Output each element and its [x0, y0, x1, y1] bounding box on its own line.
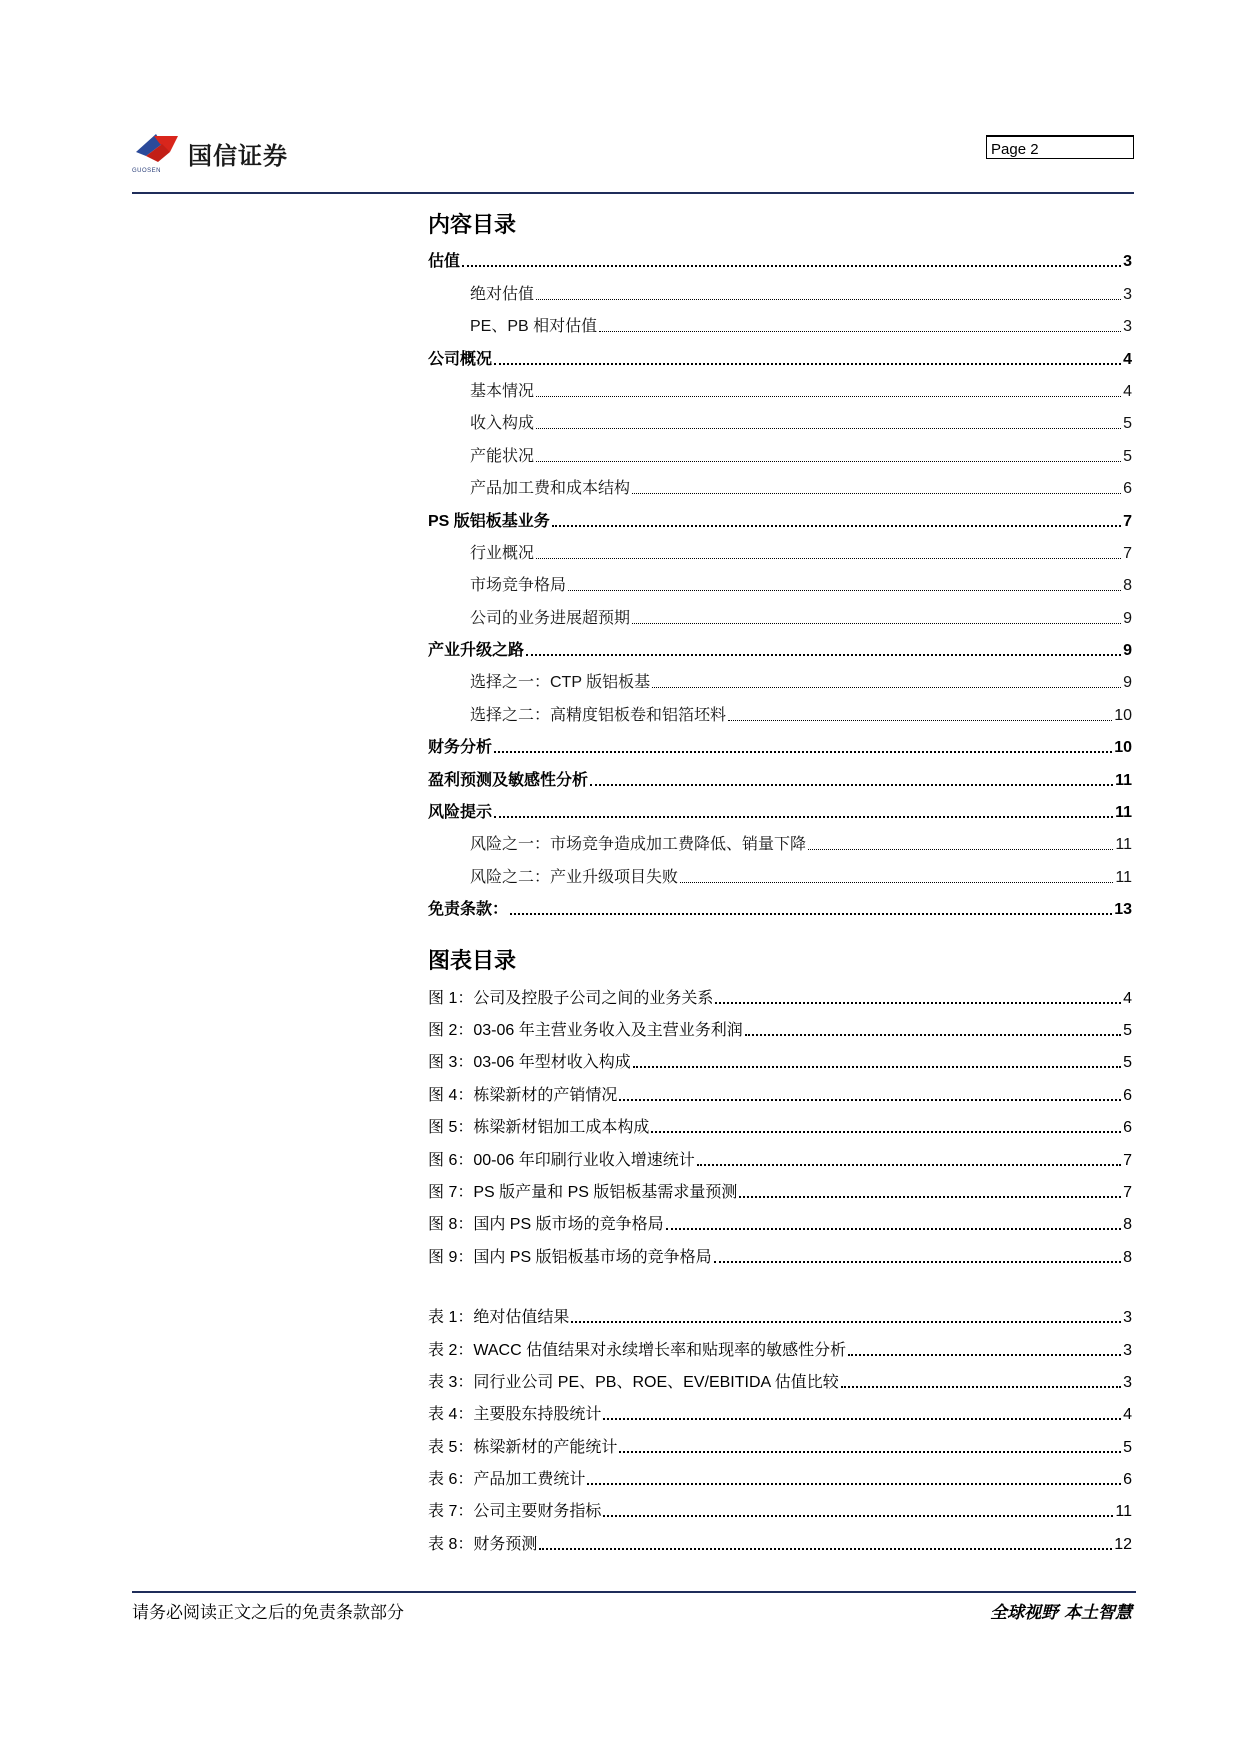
toc-entry-title: 产业升级之路: [428, 642, 525, 660]
toc-entry-title: 风险之二：产业升级项目失败: [470, 868, 679, 886]
toc-entry-page: 7: [1123, 512, 1132, 530]
figure-entry-title: 图 7：PS 版产量和 PS 版铝板基需求量预测: [428, 1183, 738, 1201]
dot-leader: [536, 396, 1121, 397]
brand-name: 国信证券: [188, 141, 288, 170]
toc-entry[interactable]: [428, 598, 1132, 630]
table-entry[interactable]: [428, 1524, 1132, 1556]
table-entry[interactable]: [428, 1363, 1132, 1395]
figure-entry-page: 8: [1123, 1216, 1132, 1234]
table-entry-title: 表 5：栋梁新材的产能统计: [428, 1438, 618, 1456]
toc-entry[interactable]: [428, 663, 1132, 695]
toc-entry[interactable]: [428, 274, 1132, 306]
table-entry[interactable]: [428, 1492, 1132, 1524]
dot-leader: [619, 1099, 1121, 1101]
figure-entry-page: 5: [1123, 1021, 1132, 1039]
figure-entry[interactable]: [428, 1108, 1132, 1140]
tables-list: [428, 1298, 1132, 1557]
company-logo: [132, 130, 332, 178]
toc-entry-title: 产能状况: [470, 447, 535, 465]
dot-leader: [619, 1451, 1121, 1453]
table-entry-title: 表 4：主要股东持股统计: [428, 1406, 602, 1424]
dot-leader: [666, 1228, 1122, 1230]
toc-entry[interactable]: [428, 372, 1132, 404]
toc-entry-title: 风险提示: [428, 804, 493, 822]
figure-entry[interactable]: [428, 1011, 1132, 1043]
figure-entry[interactable]: [428, 1205, 1132, 1237]
toc-entry[interactable]: [428, 728, 1132, 760]
dot-leader: [568, 590, 1121, 591]
table-entry-title: 表 3：同行业公司 PE、PB、ROE、EV/EBITIDA 估值比较: [428, 1373, 839, 1391]
dot-leader: [571, 1321, 1121, 1323]
dot-leader: [697, 1164, 1121, 1166]
page-number-box: [986, 135, 1134, 159]
toc-entry-page: 3: [1123, 318, 1132, 336]
dot-leader: [539, 1548, 1112, 1550]
toc-entry-title: 收入构成: [470, 415, 535, 433]
company-slogan: 全球视野 本土智慧: [990, 1603, 1132, 1623]
toc-entry-title: 产品加工费和成本结构: [470, 480, 631, 498]
dot-leader: [494, 816, 1113, 818]
figure-entry-page: 5: [1123, 1054, 1132, 1072]
table-of-contents: [428, 208, 1132, 1557]
disclaimer-notice: 请务必阅读正文之后的免责条款部分: [132, 1603, 404, 1623]
dot-leader: [536, 428, 1121, 429]
dot-leader: [536, 461, 1121, 462]
toc-entry-title: 选择之二：高精度铝板卷和铝箔坯料: [470, 706, 727, 724]
dot-leader: [494, 751, 1112, 753]
toc-entry[interactable]: [428, 436, 1132, 468]
figure-entry-title: 图 4：栋梁新材的产销情况: [428, 1086, 618, 1104]
figure-entry-title: 图 5：栋梁新材铝加工成本构成: [428, 1119, 650, 1137]
toc-entry-page: 4: [1123, 350, 1132, 368]
dot-leader: [848, 1354, 1121, 1356]
brand-sub: GUOSEN: [132, 168, 162, 174]
table-entry-page: 6: [1123, 1471, 1132, 1489]
toc-entry[interactable]: [428, 534, 1132, 566]
toc-entry-page: 9: [1123, 609, 1132, 627]
dot-leader: [652, 687, 1121, 688]
table-entry-page: 5: [1123, 1438, 1132, 1456]
dot-leader: [632, 623, 1121, 624]
dot-leader: [526, 654, 1121, 656]
toc-entry[interactable]: [428, 760, 1132, 792]
dot-leader: [728, 720, 1112, 721]
toc-entry[interactable]: [428, 857, 1132, 889]
dot-leader: [632, 493, 1121, 494]
figure-entry-page: 6: [1123, 1086, 1132, 1104]
toc-entry-page: 6: [1123, 480, 1132, 498]
figure-entry-page: 7: [1123, 1183, 1132, 1201]
figure-entry[interactable]: [428, 978, 1132, 1010]
dot-leader: [494, 363, 1121, 365]
toc-entry[interactable]: [428, 469, 1132, 501]
toc-entry-title: 免责条款：: [428, 901, 509, 919]
figure-entry-title: 图 1：公司及控股子公司之间的业务关系: [428, 989, 714, 1007]
toc-entry-title: 公司概况: [428, 350, 493, 368]
toc-entry-title: 财务分析: [428, 739, 493, 757]
toc-entry-page: 10: [1114, 739, 1132, 757]
toc-entry[interactable]: [428, 890, 1132, 922]
toc-entry-title: 市场竞争格局: [470, 577, 567, 595]
toc-entry[interactable]: [428, 307, 1132, 339]
table-entry[interactable]: [428, 1330, 1132, 1362]
dot-leader: [599, 331, 1121, 332]
toc-entry[interactable]: [428, 404, 1132, 436]
figure-entry-page: 8: [1123, 1248, 1132, 1266]
toc-entry[interactable]: [428, 501, 1132, 533]
list-spacer: [428, 1270, 1132, 1298]
dot-leader: [552, 525, 1121, 527]
toc-entry-page: 5: [1123, 447, 1132, 465]
table-entry-page: 4: [1123, 1406, 1132, 1424]
figure-entry-page: 4: [1123, 989, 1132, 1007]
dot-leader: [536, 558, 1121, 559]
header-divider: [132, 192, 1134, 194]
toc-entry-page: 3: [1123, 285, 1132, 303]
toc-entry-page: 5: [1123, 415, 1132, 433]
figures-list: [428, 978, 1132, 1270]
figure-entry[interactable]: [428, 1140, 1132, 1172]
toc-entry-page: 11: [1115, 804, 1132, 822]
toc-entry-title: 公司的业务进展超预期: [470, 609, 631, 627]
table-entry[interactable]: [428, 1427, 1132, 1459]
toc-entry-title: 行业概况: [470, 544, 535, 562]
table-entry-page: 3: [1123, 1341, 1132, 1359]
toc-entry-page: 4: [1123, 382, 1132, 400]
toc-entry-title: 选择之一：CTP 版铝板基: [470, 674, 651, 692]
toc-entry-page: 11: [1115, 868, 1132, 886]
toc-list: [428, 242, 1132, 922]
toc-entry-title: 估值: [428, 253, 461, 271]
figures-heading: 图表目录: [428, 948, 517, 975]
dot-leader: [808, 849, 1113, 850]
toc-entry-page: 13: [1114, 901, 1132, 919]
figure-entry-title: 图 6：00-06 年印刷行业收入增速统计: [428, 1151, 695, 1169]
dot-leader: [536, 299, 1121, 300]
dot-leader: [633, 1066, 1121, 1068]
table-entry[interactable]: [428, 1460, 1132, 1492]
table-entry-title: 表 7：公司主要财务指标: [428, 1503, 602, 1521]
table-entry-title: 表 2：WACC 估值结果对永续增长率和贴现率的敏感性分析: [428, 1341, 847, 1359]
toc-entry[interactable]: [428, 566, 1132, 598]
figure-entry-title: 图 9：国内 PS 版铝板基市场的竞争格局: [428, 1248, 712, 1266]
table-entry-title: 表 1：绝对估值结果: [428, 1309, 570, 1327]
toc-entry-title: PE、PB 相对估值: [470, 318, 598, 336]
dot-leader: [603, 1418, 1121, 1420]
table-entry-page: 3: [1123, 1309, 1132, 1327]
toc-entry-title: 风险之一：市场竞争造成加工费降低、销量下降: [470, 836, 807, 854]
figure-entry-title: 图 3：03-06 年型材收入构成: [428, 1054, 631, 1072]
table-entry[interactable]: [428, 1395, 1132, 1427]
dot-leader: [587, 1483, 1121, 1485]
toc-entry-title: PS 版铝板基业务: [428, 512, 550, 530]
table-entry-title: 表 6：产品加工费统计: [428, 1471, 586, 1489]
toc-entry-page: 11: [1115, 771, 1132, 789]
table-entry-page: 11: [1115, 1503, 1132, 1521]
dot-leader: [745, 1034, 1121, 1036]
toc-entry-page: 7: [1123, 544, 1132, 562]
toc-entry[interactable]: [428, 339, 1132, 371]
figure-entry-title: 图 2：03-06 年主营业务收入及主营业务利润: [428, 1021, 743, 1039]
figure-entry-page: 6: [1123, 1119, 1132, 1137]
figure-entry[interactable]: [428, 1237, 1132, 1269]
dot-leader: [651, 1131, 1121, 1133]
figure-entry-page: 7: [1123, 1151, 1132, 1169]
toc-entry-page: 10: [1114, 706, 1132, 724]
dot-leader: [590, 784, 1113, 786]
dot-leader: [739, 1196, 1121, 1198]
dot-leader: [715, 1002, 1121, 1004]
dot-leader: [714, 1261, 1122, 1263]
toc-entry-title: 绝对估值: [470, 285, 535, 303]
toc-entry[interactable]: [428, 793, 1132, 825]
table-entry[interactable]: [428, 1298, 1132, 1330]
toc-entry[interactable]: [428, 825, 1132, 857]
table-entry-title: 表 8：财务预测: [428, 1535, 538, 1553]
footer-divider: [132, 1591, 1136, 1593]
toc-entry-page: 9: [1123, 642, 1132, 660]
dot-leader: [603, 1515, 1113, 1517]
dot-leader: [462, 265, 1121, 267]
table-entry-page: 3: [1123, 1373, 1132, 1391]
page-number: Page 2: [991, 141, 1039, 158]
toc-entry-title: 盈利预测及敏感性分析: [428, 771, 589, 789]
toc-entry-page: 11: [1115, 836, 1132, 854]
figure-entry[interactable]: [428, 1075, 1132, 1107]
dot-leader: [510, 913, 1112, 915]
figure-entry-title: 图 8：国内 PS 版市场的竞争格局: [428, 1216, 664, 1234]
dot-leader: [841, 1386, 1121, 1388]
toc-entry[interactable]: [428, 631, 1132, 663]
figure-entry[interactable]: [428, 1043, 1132, 1075]
figure-entry[interactable]: [428, 1173, 1132, 1205]
toc-entry-page: 9: [1123, 674, 1132, 692]
toc-entry[interactable]: [428, 695, 1132, 727]
toc-entry-page: 3: [1123, 253, 1132, 271]
dot-leader: [680, 882, 1113, 883]
toc-entry-page: 8: [1123, 577, 1132, 595]
toc-entry-title: 基本情况: [470, 382, 535, 400]
toc-entry[interactable]: [428, 242, 1132, 274]
table-entry-page: 12: [1114, 1535, 1132, 1553]
toc-heading: 内容目录: [428, 212, 517, 238]
